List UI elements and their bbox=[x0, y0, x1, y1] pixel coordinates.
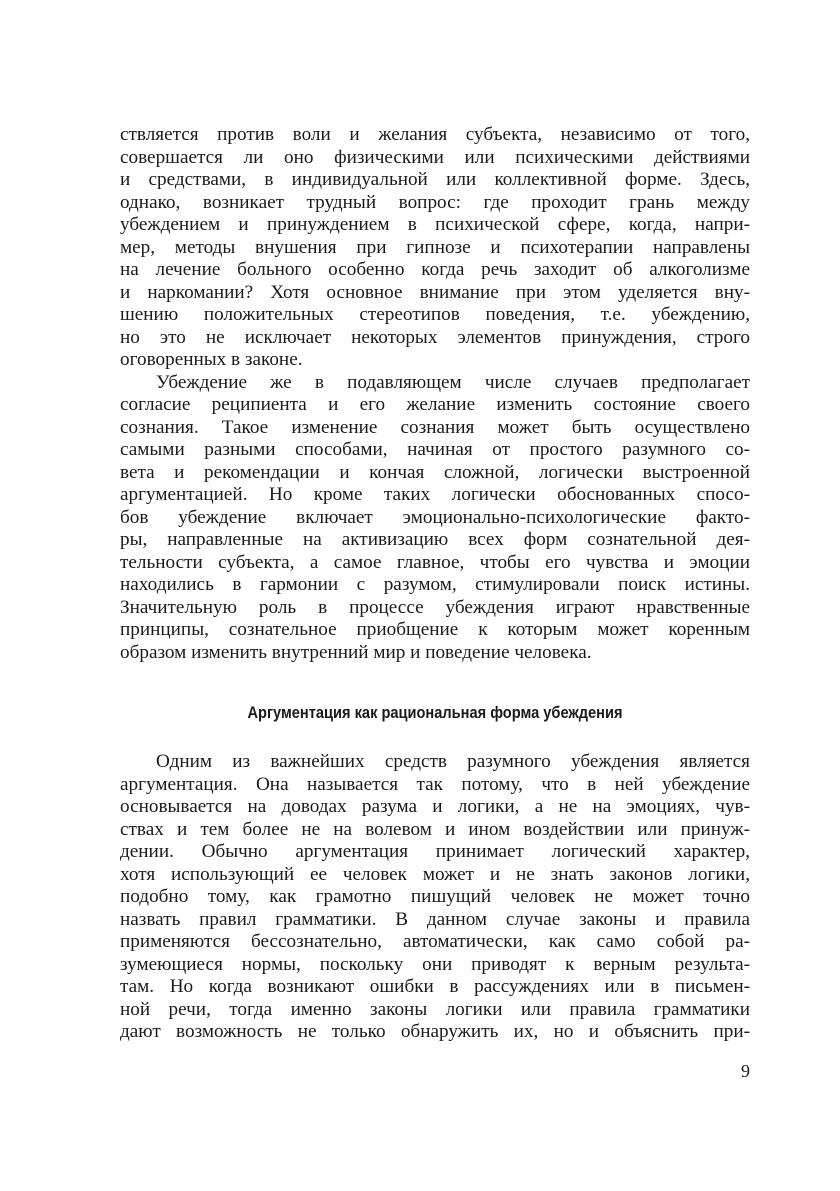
text-line: Убеждение же в подавляющем числе случаев предполагает bbox=[156, 371, 750, 393]
text-line: зумеющиеся нормы, поскольку они приводят к верным результа- bbox=[120, 953, 750, 975]
text-line: на лечение больного особенно когда речь заходит об алкоголизме bbox=[120, 259, 750, 280]
text-line: самыми разными способами, начиная от простого разумного со- bbox=[120, 439, 750, 460]
text-line: сознания. Такое изменение сознания может быть осуществлено bbox=[120, 416, 750, 438]
text-line: хотя использующий ее человек может и не знать законов логики, bbox=[120, 863, 750, 885]
text-line: применяются бессознательно, автоматически, как само собой ра- bbox=[120, 931, 750, 952]
paragraph-persuasion bbox=[120, 372, 750, 665]
text-line: находились в гармонии с разумом, стимулировали поиск истины. bbox=[120, 574, 750, 595]
text-line: аргументацией. Но кроме таких логически обоснованных спосо- bbox=[120, 484, 750, 505]
text-line: вета и рекомендации и кончая сложной, логически выстроенной bbox=[120, 461, 750, 483]
text-line: дении. Обычно аргументация принимает логический характер, bbox=[120, 841, 750, 862]
text-line: подобно тому, как грамотно пишущий человек не может точно bbox=[120, 886, 750, 907]
upper-text-block bbox=[120, 124, 750, 664]
section-heading: Аргументация как рациональная форма убеждения bbox=[247, 703, 623, 722]
text-line: ной речи, тогда именно законы логики или правила грамматики bbox=[120, 998, 750, 1020]
text-line: но это не исключает некоторых элементов принуждения, строго bbox=[120, 326, 750, 348]
text-line: ствляется против воли и желания субъекта, независимо от того, bbox=[120, 124, 750, 145]
text-line: Значительную роль в процессе убеждения играют нравственные bbox=[120, 596, 750, 618]
text-line: и средствами, в индивидуальной или коллективной форме. Здесь, bbox=[120, 169, 750, 190]
paragraph-continuation bbox=[120, 124, 750, 372]
text-line: и наркомании? Хотя основное внимание при этом уделяется вну- bbox=[120, 281, 750, 303]
text-line: тельности субъекта, а самое главное, чтобы его чувства и эмоции bbox=[120, 551, 750, 573]
text-line: образом изменить внутренний мир и поведение человека. bbox=[120, 641, 592, 663]
text-line: бов убеждение включает эмоционально-психологические факто- bbox=[120, 506, 750, 528]
text-line: согласие реципиента и его желание изменить состояние своего bbox=[120, 394, 750, 415]
page-number: 9 bbox=[741, 1061, 750, 1081]
text-line: там. Но когда возникают ошибки в рассуждениях или в письмен- bbox=[120, 976, 750, 997]
text-line: шению положительных стереотипов поведения, т.е. убеждению, bbox=[120, 304, 750, 325]
text-line: оговоренных в законе. bbox=[120, 349, 303, 370]
text-line: аргументация. Она называется так потому, что в ней убеждение bbox=[120, 773, 750, 795]
text-line: основывается на доводах разума и логики, а не на эмоциях, чув- bbox=[120, 796, 750, 817]
text-line: принципы, сознательное приобщение к которым может коренным bbox=[120, 619, 750, 640]
text-line: убеждением и принуждением в психической сфере, когда, напри- bbox=[120, 214, 750, 235]
text-line: ры, направленные на активизацию всех форм сознательной дея- bbox=[120, 529, 750, 550]
text-line: Одним из важнейших средств разумного убеждения является bbox=[156, 751, 750, 772]
text-line: ствах и тем более не на волевом и ином воздействии или принуж- bbox=[120, 818, 750, 840]
text-line: дают возможность не только обнаружить их, но и объяснить при- bbox=[120, 1021, 750, 1042]
text-line: мер, методы внушения при гипнозе и психотерапии направлены bbox=[120, 236, 750, 258]
text-line: совершается ли оно физическими или психическими действиями bbox=[120, 146, 750, 168]
text-line: однако, возникает трудный вопрос: где проходит грань между bbox=[120, 191, 750, 213]
paragraph-argumentation bbox=[120, 751, 750, 1044]
text-line: назвать правил грамматики. В данном случае законы и правила bbox=[120, 908, 750, 930]
